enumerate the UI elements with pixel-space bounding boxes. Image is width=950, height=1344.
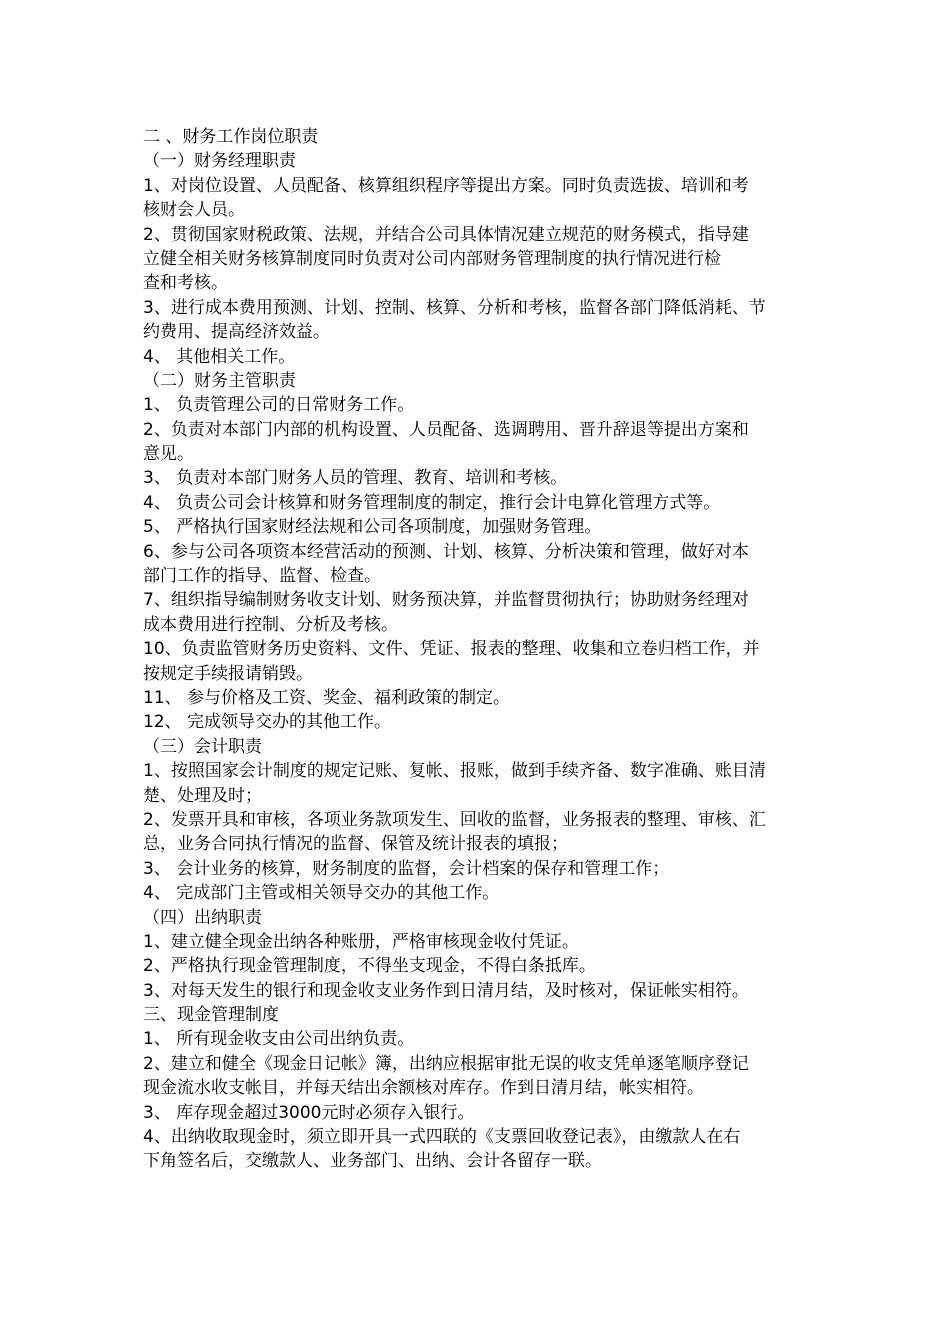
text-line: 12、 完成领导交办的其他工作。	[143, 712, 392, 733]
text-line: 二 、财务工作岗位职责	[143, 127, 319, 147]
text-line: 6、参与公司各项资本经营活动的预测、计划、核算、分析决策和管理，做好对本	[143, 541, 749, 562]
text-line: 2、负责对本部门内部的机构设置、人员配备、选调聘用、晋升辞退等提出方案和	[143, 419, 749, 440]
text-line: 1、建立健全现金出纳各种账册，严格审核现金收付凭证。	[143, 931, 579, 952]
text-line: （三）会计职责	[143, 736, 262, 757]
text-line: 10、负责监管财务历史资料、文件、凭证、报表的整理、收集和立卷归档工作，并	[143, 639, 760, 660]
text-line: 立健全相关财务核算制度同时负责对公司内部财务管理制度的执行情况进行检	[143, 248, 721, 269]
text-line: 3、 会计业务的核算，财务制度的监督，会计档案的保存和管理工作；	[143, 858, 670, 879]
text-line: （二）财务主管职责	[143, 370, 296, 391]
text-line: 3、 负责对本部门财务人员的管理、教育、培训和考核。	[143, 468, 568, 489]
text-line: 11、 参与价格及工资、奖金、福利政策的制定。	[143, 687, 511, 708]
text-line: 2、建立和健全《现金日记帐》簿，出纳应根据审批无误的收支凭单逐笔顺序登记	[143, 1053, 749, 1074]
text-line: 1、 所有现金收支由公司出纳负责。	[143, 1029, 415, 1050]
text-line: 4、 其他相关工作。	[143, 346, 296, 367]
text-line: 7、组织指导编制财务收支计划、财务预决算，并监督贯彻执行；协助财务经理对	[143, 590, 749, 611]
text-line: 楚、处理及时；	[143, 785, 262, 806]
text-line: 总，业务合同执行情况的监督、保管及统计报表的填报；	[143, 834, 568, 855]
text-line: （一）财务经理职责	[143, 151, 296, 172]
text-line: 4、 完成部门主管或相关领导交办的其他工作。	[143, 883, 500, 904]
text-line: 部门工作的指导、监督、检查。	[143, 566, 381, 587]
text-line: 3、对每天发生的银行和现金收支业务作到日清月结，及时核对，保证帐实相符。	[143, 980, 749, 1001]
text-line: 三、现金管理制度	[143, 1005, 279, 1026]
text-line: 下角签名后，交缴款人、业务部门、出纳、会计各留存一联。	[143, 1151, 602, 1172]
document-body	[143, 125, 815, 1174]
text-line: 成本费用进行控制、分析及考核。	[143, 614, 398, 635]
text-line: 现金流水收支帐目，并每天结出余额核对库存。作到日清月结，帐实相符。	[143, 1078, 704, 1099]
text-line: 核财会人员。	[143, 200, 245, 221]
text-line: 3、进行成本费用预测、计划、控制、核算、分析和考核，监督各部门降低消耗、节	[143, 297, 766, 318]
text-line: 意见。	[143, 444, 194, 465]
text-line: 约费用、提高经济效益。	[143, 322, 330, 343]
text-line: 3、 库存现金超过3000元时必须存入银行。	[143, 1102, 475, 1123]
text-line: （四）出纳职责	[143, 907, 262, 928]
text-line: 2、严格执行现金管理制度，不得坐支现金，不得白条抵库。	[143, 956, 596, 977]
text-line: 2、贯彻国家财税政策、法规，并结合公司具体情况建立规范的财务模式，指导建	[143, 224, 749, 245]
text-line: 4、出纳收取现金时，须立即开具一式四联的《支票回收登记表》，由缴款人在右	[143, 1127, 741, 1148]
text-line: 1、按照国家会计制度的规定记账、复帐、报账，做到手续齐备、数字准确、账目清	[143, 761, 766, 782]
text-line: 按规定手续报请销毁。	[143, 663, 313, 684]
text-line: 2、发票开具和审核，各项业务款项发生、回收的监督，业务报表的整理、审核、汇	[143, 809, 766, 830]
text-line: 1、对岗位设置、人员配备、核算组织程序等提出方案。同时负责选拔、培训和考	[143, 175, 749, 196]
text-line: 1、 负责管理公司的日常财务工作。	[143, 395, 415, 416]
text-line: 4、 负责公司会计核算和财务管理制度的制定，推行会计电算化管理方式等。	[143, 492, 721, 513]
text-line: 查和考核。	[143, 273, 228, 294]
text-line: 5、 严格执行国家财经法规和公司各项制度，加强财务管理。	[143, 517, 602, 538]
